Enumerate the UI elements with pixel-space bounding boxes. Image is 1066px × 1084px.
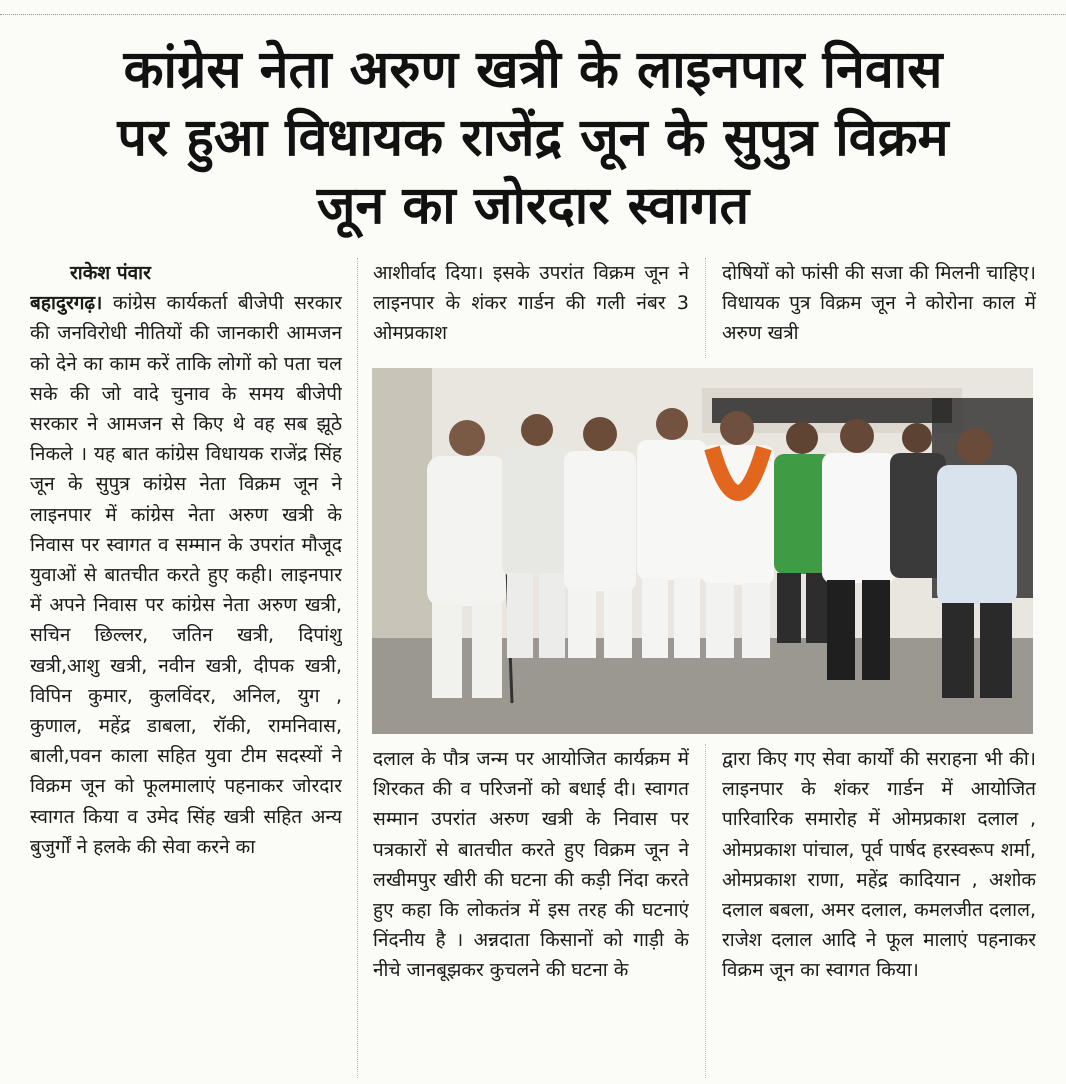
article-column-2-bottom (373, 744, 689, 1074)
article-body-col2-top: आशीर्वाद दिया। इसके उपरांत विक्रम जून ने लाइनपार के शंकर गार्डन की गली नंबर 3 ओमप्रकाश (373, 262, 689, 345)
article-body-col1: कांग्रेस कार्यकर्ता बीजेपी सरकार की जनविरोधी नीतियों की जानकारी आमजन को देने का काम करें ताकि लोगों को पता चल सके की जो वादे चुनाव के समय बीजेपी सरकार ने आमजन से किए थे वह सब झूठे निकले । यह बात कांग्रेस विधायक राजेंद्र सिंह जून के सुपुत्र कांग्रेस नेता विक्रम जून ने लाइनपार में कांग्रेस नेता अरुण खत्री के निवास पर स्वागत व सम्मान के उपरांत मौजूद युवाओं से बातचीत करते हुए कही। लाइनपार में अपने निवास पर कांग्रेस नेता अरुण खत्री, सचिन छिल्लर, जतिन खत्री, दिपांशु खत्री,आशु खत्री, नवीन खत्री, दीपक खत्री, विपिन कुमार, कुलविंदर, अनिल, युग , कुणाल, महेंद्र डाबला, रॉकी, रामनिवास, बाली,पवन काला सहित युवा टीम सदस्यों ने विक्रम जून को फूलमालाएं पहनाकर जोरदार स्वागत किया व उमेद सिंह खत्री सहित अन्य बुजुर्गों ने हलके की सेवा करने का (30, 292, 342, 858)
headline-line-3: जून का जोरदार स्वागत (316, 176, 750, 236)
news-photo (372, 368, 1033, 734)
photo-floor (372, 638, 1033, 734)
article-column-1 (30, 258, 342, 1078)
article-column-2-top (373, 258, 689, 358)
previous-article-edge (0, 0, 1066, 15)
byline: राकेश पंवार (70, 262, 151, 284)
article-column-3-top (722, 258, 1036, 358)
article-body-col2-bottom: दलाल के पौत्र जन्म पर आयोजित कार्यक्रम में शिरकत की व परिजनों को बधाई दी। स्वागत सम्मान उपरांत अरुण खत्री के निवास पर पत्रकारों से बातचीत करते हुए विक्रम जून ने लखीमपुर खीरी की घटना की कड़ी निंदा करते हुए कहा कि लोकतंत्र में इस तरह की घटनाएं निंदनीय है । अन्नदाता किसानों को गाड़ी के नीचे जानबूझकर कुचलने की घटना के (373, 748, 689, 982)
column-divider (705, 744, 706, 1078)
headline-line-1: कांग्रेस नेता अरुण खत्री के लाइनपार निवास (123, 40, 943, 100)
article-intro (30, 288, 342, 862)
column-divider (357, 258, 358, 1078)
article-column-3-bottom (722, 744, 1036, 1074)
group-photo-illustration (372, 368, 1033, 734)
headline (10, 36, 1056, 240)
headline-line-2: पर हुआ विधायक राजेंद्र जून के सुपुत्र विक्रम (117, 108, 949, 168)
column-divider (705, 258, 706, 358)
dateline: बहादुरगढ़। (30, 292, 103, 315)
article-body-col3-top: दोषियों को फांसी की सजा की मिलनी चाहिए। विधायक पुत्र विक्रम जून ने कोरोना काल में अरुण खत्री (722, 262, 1036, 345)
article-body-col3-bottom: द्वारा किए गए सेवा कार्यों की सराहना भी की। लाइनपार के शंकर गार्डन में आयोजित पारिवारिक समारोह में ओमप्रकाश दलाल , ओमप्रकाश पांचाल, पूर्व पार्षद हरस्वरूप शर्मा, ओमप्रकाश राणा, महेंद्र कादियान , अशोक दलाल बबला, अमर दलाल, कमलजीत दलाल, राजेश दलाल आदि ने फूल मालाएं पहनाकर विक्रम जून का स्वागत किया। (722, 748, 1036, 982)
